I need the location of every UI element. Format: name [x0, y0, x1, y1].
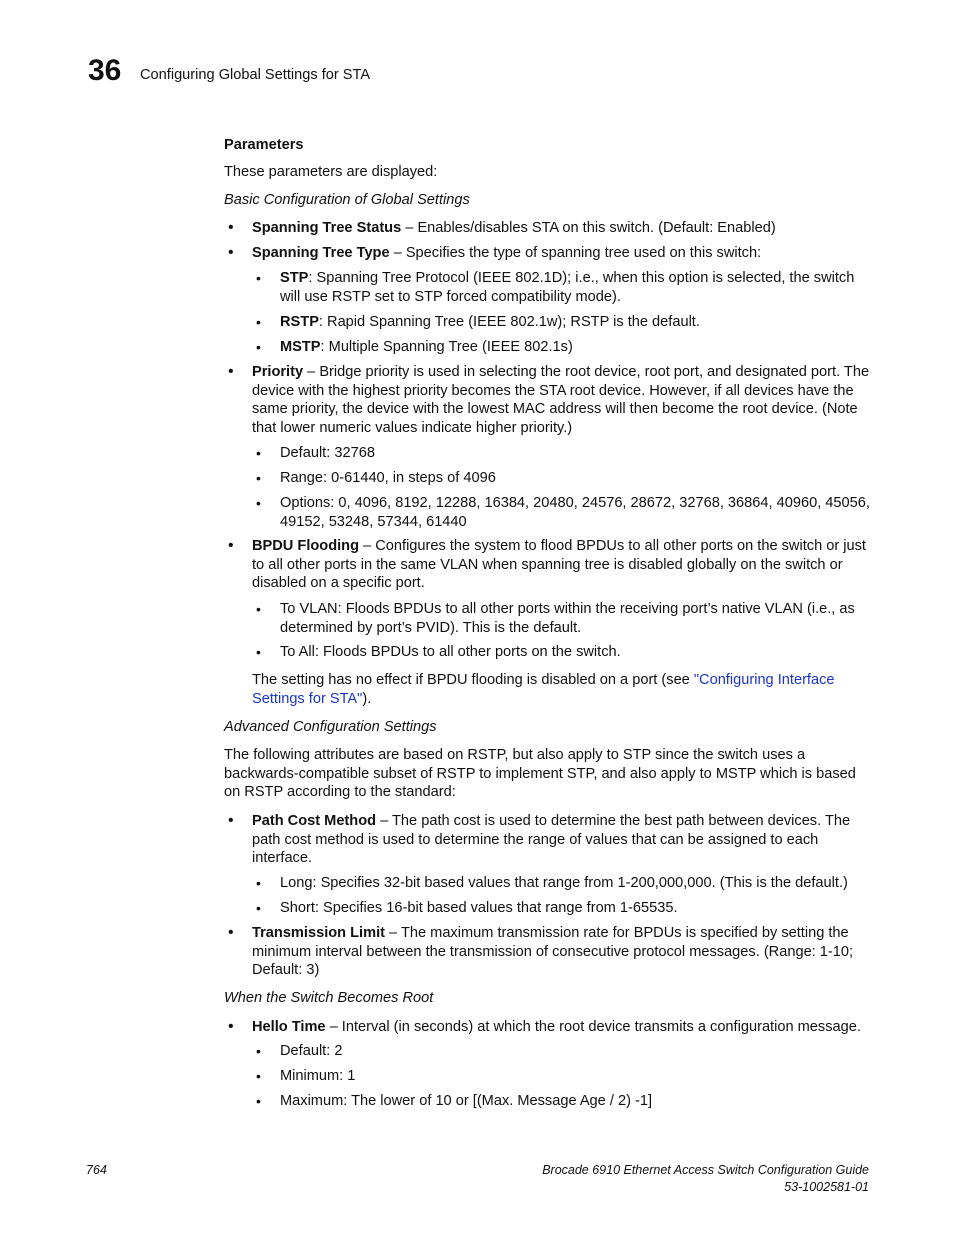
bullet: •: [256, 339, 261, 355]
path-short: Short: Specifies 16-bit based values that range from 1-65535.: [280, 900, 678, 916]
bullet: •: [256, 1093, 261, 1109]
path-long: Long: Specifies 32-bit based values that range from 1-200,000,000. (This is the default.): [280, 875, 848, 891]
bpdu-to-vlan: To VLAN: Floods BPDUs to all other ports within the receiving port’s native VLAN (i.e., as determined by port’s PVID). This is the default.: [280, 601, 855, 636]
item-priority: [252, 363, 872, 438]
desc: : Rapid Spanning Tree (IEEE 802.1w); RSTP is the default.: [318, 314, 700, 330]
term: Hello Time: [252, 1019, 326, 1035]
hello-default: Default: 2: [280, 1043, 343, 1059]
hello-minimum: Minimum: 1: [280, 1068, 356, 1084]
bullet: •: [228, 244, 234, 261]
bullet: •: [228, 537, 234, 554]
bullet: •: [256, 1043, 261, 1059]
bullet: •: [256, 1068, 261, 1084]
priority-range: Range: 0-61440, in steps of 4096: [280, 470, 496, 486]
desc: – Enables/disables STA on this switch. (Default: Enabled): [401, 220, 776, 236]
subheading-root: When the Switch Becomes Root: [224, 990, 434, 1006]
item-path-cost: [252, 812, 872, 868]
term: Priority: [252, 364, 304, 380]
desc: – Interval (in seconds) at which the root device transmits a configuration message.: [325, 1019, 861, 1035]
subheading-advanced: Advanced Configuration Settings: [224, 719, 437, 735]
book-title: Brocade 6910 Ethernet Access Switch Configuration Guide: [542, 1163, 869, 1177]
item-spanning-tree-status: [252, 219, 872, 238]
priority-options: Options: 0, 4096, 8192, 12288, 16384, 20480, 24576, 28672, 32768, 36864, 40960, 45056, 49152, 53248, 57344, 61440: [280, 495, 870, 530]
item-mstp: [280, 338, 872, 357]
desc: – Configures the system to flood BPDUs to all other ports on the switch or just to all other ports in the same VLAN when spanning tree is disabled globally on the switch or disabled on a specific port.: [252, 538, 866, 592]
term: Path Cost Method: [252, 813, 377, 829]
chapter-number: 36: [88, 54, 122, 87]
intro-text: These parameters are displayed:: [224, 164, 438, 180]
bullet: •: [256, 644, 261, 660]
term: MSTP: [280, 339, 321, 355]
hello-maximum: Maximum: The lower of 10 or [(Max. Message Age / 2) -1]: [280, 1093, 653, 1109]
term: BPDU Flooding: [252, 538, 360, 554]
interface-settings-link[interactable]: "Configuring Interface Settings for STA": [252, 672, 835, 707]
item-transmission-limit: [252, 924, 872, 980]
note-text-end: ).: [362, 690, 372, 707]
item-bpdu-flooding: [252, 537, 872, 593]
bullet: •: [228, 812, 234, 829]
doc-number: 53-1002581-01: [784, 1180, 869, 1194]
bpdu-to-all: To All: Floods BPDUs to all other ports on the switch.: [280, 644, 621, 660]
desc: – The path cost is used to determine the best path between devices. The path cost method is used to determine the range of values that can be assigned to each interface.: [252, 813, 851, 867]
item-stp: [280, 269, 872, 306]
term: Spanning Tree Status: [252, 220, 402, 236]
priority-default: Default: 32768: [280, 445, 375, 461]
desc: – Specifies the type of spanning tree used on this switch:: [389, 245, 762, 261]
bullet: •: [228, 363, 234, 380]
bullet: •: [256, 470, 261, 486]
note-text: The setting has no effect if BPDU flooding is disabled on a port (see: [252, 672, 694, 688]
bullet: •: [256, 875, 261, 891]
bullet: •: [256, 601, 261, 617]
bullet: •: [256, 314, 261, 330]
term: Transmission Limit: [252, 925, 385, 941]
bullet: •: [256, 445, 261, 461]
item-hello-time: [252, 1018, 872, 1037]
bullet: •: [228, 1018, 234, 1035]
bullet: •: [228, 924, 234, 941]
chapter-title: Configuring Global Settings for STA: [140, 67, 371, 83]
item-spanning-tree-type: [252, 244, 872, 263]
term: RSTP: [280, 314, 319, 330]
desc: : Spanning Tree Protocol (IEEE 802.1D); i.e., when this option is selected, the switch will use RSTP set to STP forced compatibility mode).: [280, 270, 855, 305]
bullet: •: [256, 900, 261, 916]
bullet: •: [256, 495, 261, 511]
desc: – The maximum transmission rate for BPDUs is specified by setting the minimum interval between the transmission of consecutive protocol messages. (Range: 1-10; Default: 3): [252, 925, 854, 979]
bullet: •: [256, 270, 261, 286]
section-heading: Parameters: [224, 137, 304, 153]
desc: : Multiple Spanning Tree (IEEE 802.1s): [320, 339, 573, 355]
subheading-basic: Basic Configuration of Global Settings: [224, 192, 470, 208]
page-number: 764: [86, 1163, 107, 1177]
bullet: •: [228, 219, 234, 236]
term: Spanning Tree Type: [252, 245, 390, 261]
desc: – Bridge priority is used in selecting the root device, root port, and designated port. The device with the highest priority becomes the STA root device. However, if all devices have the same priority, the device with the lowest MAC address will then become the root device. (Note that lower numeric values indicate higher priority.): [252, 364, 870, 437]
term: STP: [280, 270, 309, 286]
advanced-intro: The following attributes are based on RSTP, but also apply to STP since the switch uses a backwards-compatible subset of RSTP to implement STP, and also apply to MSTP which is based on RSTP according to the standard:: [224, 747, 856, 801]
bpdu-note: [252, 671, 872, 708]
item-rstp: [280, 313, 872, 332]
